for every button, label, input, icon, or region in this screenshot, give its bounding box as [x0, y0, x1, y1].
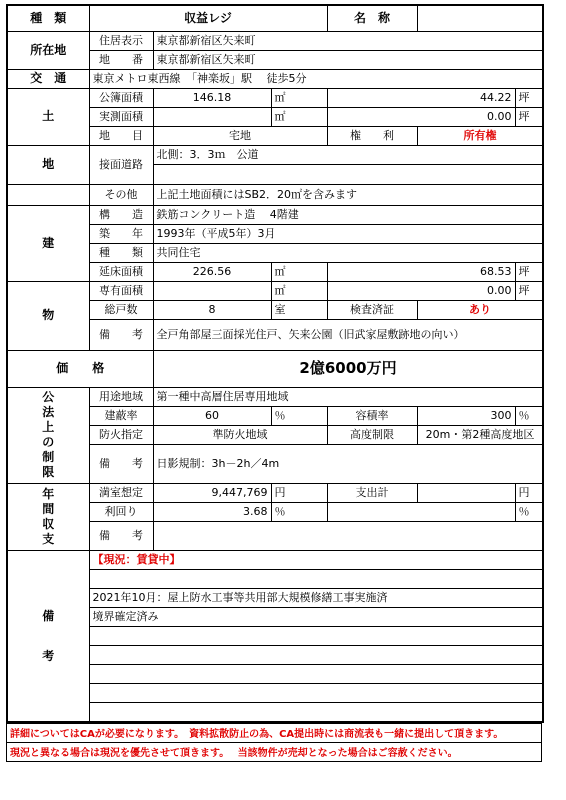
remarks-line-5 [89, 645, 543, 664]
name-value [417, 5, 543, 31]
private-area-sqm [153, 281, 271, 300]
road-label: 接面道路 [89, 145, 153, 184]
height-value: 20m・第2種高度地区 [417, 425, 543, 444]
lot-label: 地 番 [89, 50, 153, 69]
yield-blank [327, 502, 515, 521]
yield-percent-right: ％ [515, 502, 543, 521]
legal-remarks-value: 日影規制：3h－2h／4m [153, 444, 543, 483]
yield-value: 3.68 [153, 502, 271, 521]
building-remarks-value: 全戸角部屋三面採光住戸、矢来公園（旧武家屋敷跡地の向い） [153, 319, 543, 350]
expense-label: 支出計 [327, 483, 417, 502]
legal-label-0: 公 [42, 390, 55, 404]
expense-value [417, 483, 515, 502]
footer-notes [6, 723, 542, 762]
units-unit: 室 [271, 300, 327, 319]
sqm-unit: ㎡ [271, 281, 327, 300]
building-label-bottom: 物 [7, 281, 89, 350]
kind-value: 共同住宅 [153, 243, 543, 262]
structure-label: 構 造 [89, 205, 153, 224]
kind-label: 種 類 [89, 243, 153, 262]
other-value: 上記土地面積にはSB2．20㎡を含みます [153, 184, 543, 205]
remarks-line-7 [89, 683, 543, 702]
remarks-line-8 [89, 702, 543, 722]
private-area-tsubo: 0.00 [327, 281, 515, 300]
name-label: 名 称 [327, 5, 417, 31]
income-label [7, 483, 89, 550]
income-remarks-value [153, 521, 543, 550]
yield-label: 利回り [89, 502, 153, 521]
legal-remarks-label: 備 考 [89, 444, 153, 483]
road-value: 北側：3．3ｍ 公道 [153, 145, 543, 165]
remarks-label [7, 550, 89, 722]
rights-value: 所有権 [417, 126, 543, 145]
address-label: 住居表示 [89, 31, 153, 50]
land-label-spacer [7, 184, 89, 205]
income-remarks-label: 備 考 [89, 521, 153, 550]
full-occupancy-yen: 円 [271, 483, 327, 502]
units-value: 8 [153, 300, 271, 319]
full-occupancy-value: 9,447,769 [153, 483, 271, 502]
built-value: 1993年（平成5年）3月 [153, 224, 543, 243]
sqm-unit: ㎡ [271, 107, 327, 126]
units-label: 総戸数 [89, 300, 153, 319]
sqm-unit: ㎡ [271, 262, 327, 281]
sqm-unit: ㎡ [271, 88, 327, 107]
far-percent: ％ [515, 406, 543, 425]
footer-note-0: 詳細についてはCAが必要になります。 資料拡散防止の為、CA提出時には商流表も一緒に提出して頂きます。 [7, 723, 542, 742]
coverage-value: 60 [153, 406, 271, 425]
tsubo-unit: 坪 [515, 88, 543, 107]
floor-area-label: 延床面積 [89, 262, 153, 281]
built-label: 築 年 [89, 224, 153, 243]
other-label: その他 [89, 184, 153, 205]
zoning-value: 第一種中高層住居専用地域 [153, 387, 543, 406]
legal-label [7, 387, 89, 483]
income-label-2: 収 [42, 516, 55, 531]
far-value: 300 [417, 406, 515, 425]
building-label-top: 建 [7, 205, 89, 281]
registered-area-tsubo: 44.22 [327, 88, 515, 107]
yield-percent: ％ [271, 502, 327, 521]
private-area-label: 専有面積 [89, 281, 153, 300]
price-label: 価 格 [7, 350, 153, 387]
coverage-percent: ％ [271, 406, 327, 425]
property-sheet [6, 4, 542, 762]
floor-area-sqm: 226.56 [153, 262, 271, 281]
registered-area-sqm: 146.18 [153, 88, 271, 107]
location-label: 所在地 [7, 31, 89, 69]
tsubo-unit: 坪 [515, 107, 543, 126]
floor-area-tsubo: 68.53 [327, 262, 515, 281]
zoning-label: 用途地域 [89, 387, 153, 406]
property-table [6, 4, 544, 723]
remarks-label-bottom: 考 [42, 648, 55, 663]
remarks-line-6 [89, 664, 543, 683]
remarks-line-1 [89, 569, 543, 588]
inspection-value: あり [417, 300, 543, 319]
transport-value: 東京メトロ東西線 「神楽坂」駅 徒歩5分 [89, 69, 543, 88]
full-occupancy-label: 満室想定 [89, 483, 153, 502]
measured-area-tsubo: 0.00 [327, 107, 515, 126]
land-label-top: 土 [7, 88, 89, 145]
registered-area-label: 公簿面積 [89, 88, 153, 107]
coverage-label: 建蔽率 [89, 406, 153, 425]
legal-label-2: 上 [42, 420, 55, 434]
legal-label-1: 法 [42, 405, 55, 419]
expense-yen: 円 [515, 483, 543, 502]
legal-label-5: 限 [42, 465, 55, 479]
structure-value: 鉄筋コンクリート造 4階建 [153, 205, 543, 224]
fire-label: 防火指定 [89, 425, 153, 444]
remarks-line-4 [89, 626, 543, 645]
footer-note-1: 現況と異なる場合は現況を優先させて頂きます。 当該物件が売却となった場合はご容赦ください。 [7, 742, 542, 761]
height-label: 高度制限 [327, 425, 417, 444]
far-label: 容積率 [327, 406, 417, 425]
rights-label: 権 利 [327, 126, 417, 145]
remarks-line-0: 【現況：賃貸中】 [89, 550, 543, 569]
lot-value: 東京都新宿区矢来町 [153, 50, 543, 69]
legal-label-3: の [42, 435, 55, 449]
tsubo-unit: 坪 [515, 281, 543, 300]
inspection-label: 検査済証 [327, 300, 417, 319]
tsubo-unit: 坪 [515, 262, 543, 281]
type-value: 収益レジ [89, 5, 327, 31]
land-label-bottom: 地 [7, 145, 89, 184]
type-label: 種 類 [7, 5, 89, 31]
income-label-1: 間 [42, 501, 55, 516]
remarks-line-2: 2021年10月：屋上防水工事等共用部大規模修繕工事実施済 [89, 588, 543, 607]
measured-area-sqm [153, 107, 271, 126]
building-remarks-label: 備 考 [89, 319, 153, 350]
income-label-0: 年 [42, 486, 55, 501]
fire-value: 準防火地域 [153, 425, 327, 444]
income-label-3: 支 [42, 531, 55, 546]
address-value: 東京都新宿区矢来町 [153, 31, 543, 50]
measured-area-label: 実測面積 [89, 107, 153, 126]
price-value: 2億6000万円 [153, 350, 543, 387]
category-label: 地 目 [89, 126, 153, 145]
remarks-label-top: 備 [42, 608, 55, 623]
category-value: 宅地 [153, 126, 327, 145]
remarks-line-3: 境界確定済み [89, 607, 543, 626]
transport-label: 交 通 [7, 69, 89, 88]
legal-label-4: 制 [42, 450, 55, 464]
road-value-extra [153, 165, 543, 185]
